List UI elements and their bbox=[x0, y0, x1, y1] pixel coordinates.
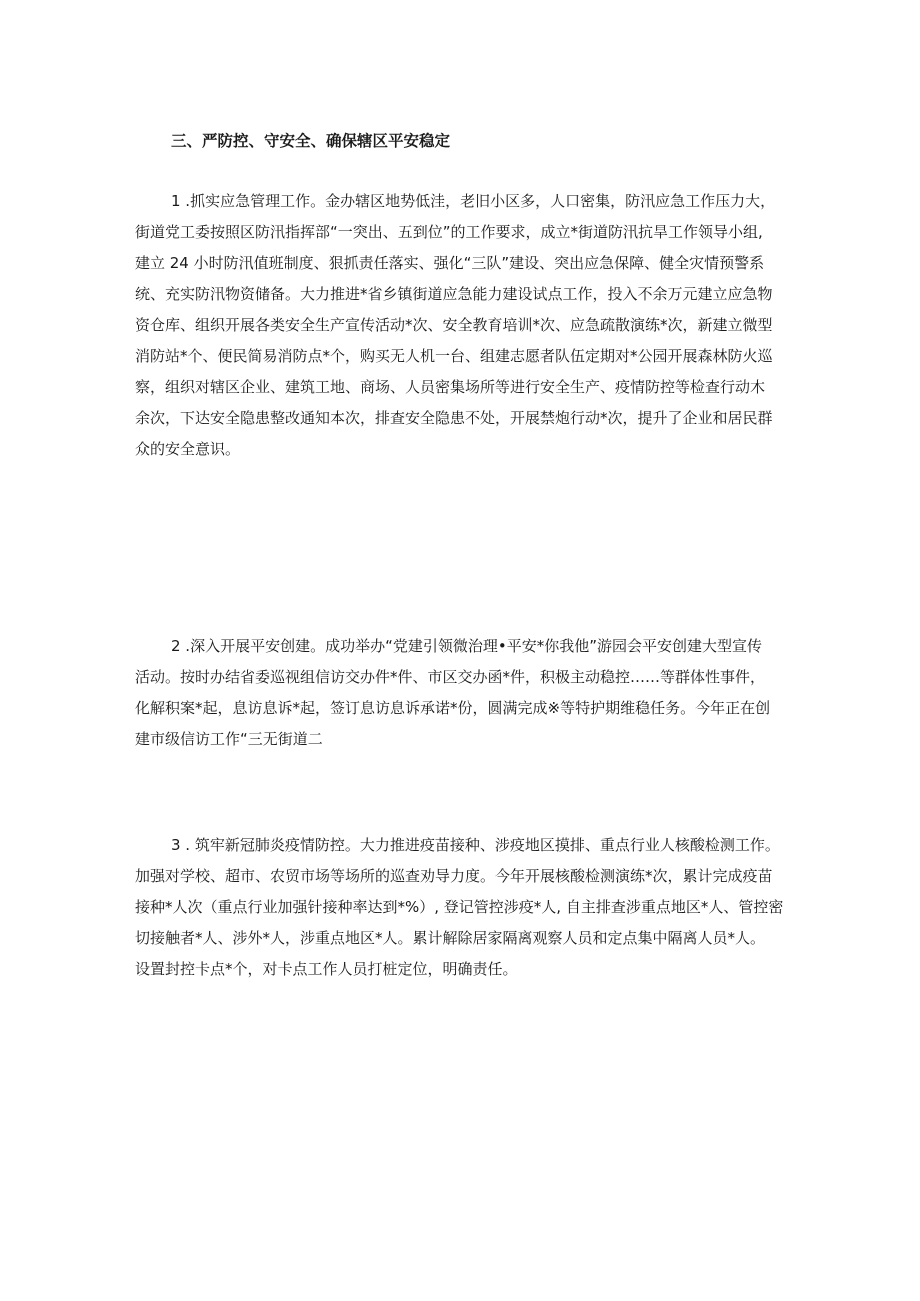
paragraph-line: 切接触者*人、涉外*人，涉重点地区*人。累计解除居家隔离观察人员和定点集中隔离人员*人。 bbox=[135, 929, 766, 947]
paragraph-line: 3 . 筑牢新冠肺炎疫情防控。大力推进疫苗接种、涉疫地区摸排、重点行业人核酸检测工作。 bbox=[171, 836, 780, 854]
paragraph-line: 建立 24 小时防汛值班制度、狠抓责任落实、强化“三队”建设、突出应急保障、健全灾情预警系 bbox=[135, 254, 765, 272]
paragraph-line: 资仓库、组织开展各类安全生产宣传活动*次、安全教育培训*次、应急疏散演练*次，新建立微型 bbox=[135, 316, 773, 334]
paragraph-line: 2 .深入开展平安创建。成功举办“党建引领微治理•平安*你我他”游园会平安创建大型宣传 bbox=[171, 637, 762, 655]
paragraph-line: 察，组织对辖区企业、建筑工地、商场、人员密集场所等进行安全生产、疫情防控等检查行动木 bbox=[135, 378, 766, 396]
section-heading: 三、严防控、守安全、确保辖区平安稳定 bbox=[171, 132, 451, 150]
paragraph-line: 1 .抓实应急管理工作。金办辖区地势低洼，老旧小区多，人口密集，防汛应急工作压力大， bbox=[171, 192, 776, 210]
paragraph-epidemic-control bbox=[135, 830, 800, 985]
paragraph-safety-creation bbox=[135, 631, 800, 755]
paragraph-line: 活动。按时办结省委巡视组信访交办件*件、市区交办函*件，积极主动稳控……等群体性事件， bbox=[135, 668, 766, 686]
paragraph-line: 设置封控卡点*个，对卡点工作人员打桩定位，明确责任。 bbox=[135, 960, 518, 978]
paragraph-line: 统、充实防汛物资储备。大力推进*省乡镇街道应急能力建设试点工作，投入不余万元建立应急物 bbox=[135, 285, 773, 303]
paragraph-line: 街道党工委按照区防汛指挥部“一突出、五到位”的工作要求，成立*街道防汛抗旱工作领导小组, bbox=[135, 223, 763, 241]
paragraph-line: 化解积案*起，息访息诉*起，签订息访息诉承诺*份，圆满完成※等特护期维稳任务。今年正在创 bbox=[135, 699, 771, 717]
paragraph-line: 消防站*个、便民简易消防点*个，购买无人机一台、组建志愿者队伍定期对*公园开展森林防火巡 bbox=[135, 347, 773, 365]
paragraph-line: 建市级信访工作“三无街道二 bbox=[135, 730, 323, 748]
paragraph-line: 加强对学校、超市、农贸市场等场所的巡查劝导力度。今年开展核酸检测演练*次，累计完成疫苗 bbox=[135, 867, 773, 885]
paragraph-line: 余次，下达安全隐患整改通知本次，排查安全隐患不处，开展禁炮行动*次，提升了企业和居民群 bbox=[135, 409, 773, 427]
paragraph-emergency-management bbox=[135, 186, 800, 465]
paragraph-line: 众的安全意识。 bbox=[135, 440, 241, 458]
paragraph-line: 接种*人次（重点行业加强针接种率达到*%）, 登记管控涉疫*人, 自主排查涉重点地区*人、管控密 bbox=[135, 898, 784, 916]
